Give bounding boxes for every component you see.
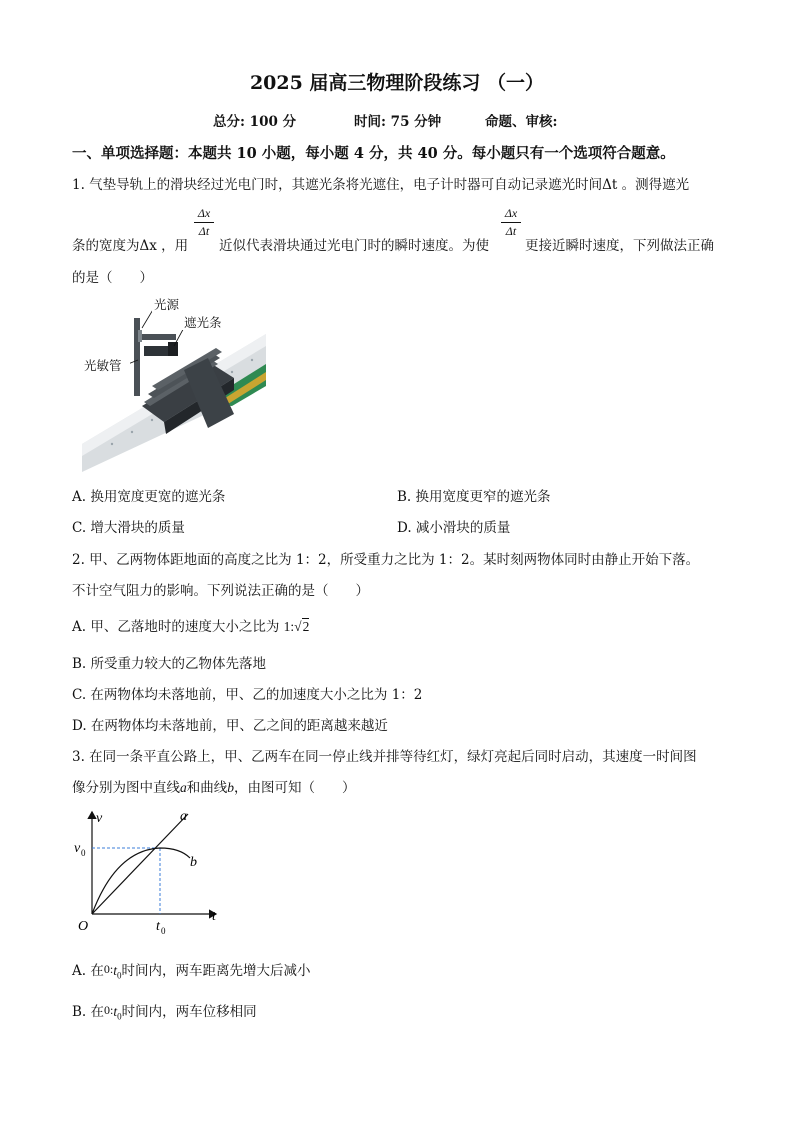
q3-option-a-prefix: A. 在 <box>72 963 104 979</box>
q3-option-a-range-sub: 0 <box>116 970 122 981</box>
label-sensor: 光敏管 <box>84 359 122 373</box>
q3-option-b[interactable] <box>72 1000 257 1022</box>
q3-option-a-range-end: t <box>113 963 117 978</box>
q2-option-a[interactable] <box>72 615 309 635</box>
q3-option-a-range-start: 0: <box>103 962 114 976</box>
t0-label: t <box>156 919 160 934</box>
q3-line2-part1: 像分别为图中直线 <box>72 780 180 796</box>
t0-subscript: 0 <box>161 926 166 934</box>
q2-option-a-text: A. 甲、乙落地时的速度大小之比为 <box>72 619 280 635</box>
q1-fraction-1 <box>194 206 214 239</box>
line-a-label: a <box>180 809 187 824</box>
q3-option-a[interactable] <box>72 959 310 981</box>
q1-option-a[interactable]: A. 换用宽度更宽的遮光条 <box>72 489 226 505</box>
q3-option-b-range-end: t <box>113 1004 118 1019</box>
frac-denominator: Δt <box>505 224 517 238</box>
label-light-source: 光源 <box>154 298 180 312</box>
v-axis-label: v <box>96 811 103 826</box>
q1-line2a: 条的宽度为Δx ，用 <box>72 238 189 254</box>
q1-option-c[interactable]: C. 增大滑块的质量 <box>72 520 185 536</box>
frac-bar <box>501 222 521 223</box>
q3-line2 <box>72 776 356 796</box>
q1-line2b: 近似代表滑块通过光电门时的瞬时速度。为使 <box>219 238 489 254</box>
frac-numerator: Δx <box>197 206 211 220</box>
q1-line3: 的是（ ） <box>72 270 153 286</box>
q1-line1: 1. 气垫导轨上的滑块经过光电门时，其遮光条将光遮住，电子计时器可自动记录遮光时间Δt 。测得遮光 <box>72 177 690 193</box>
q1-option-b[interactable]: B. 换用宽度更窄的遮光条 <box>397 489 551 505</box>
q2-option-d[interactable]: D. 在两物体均未落地前，甲、乙之间的距离越来越近 <box>72 718 388 734</box>
frac-bar <box>194 222 214 223</box>
t-axis-label: t <box>212 909 216 924</box>
velocity-time-graph <box>72 808 232 934</box>
v0-label: v <box>74 841 81 856</box>
label-shutter: 遮光条 <box>184 316 222 330</box>
curve-b <box>92 848 190 914</box>
q2-line2: 不计空气阻力的影响。下列说法正确的是（ ） <box>72 583 369 599</box>
q2-option-c[interactable]: C. 在两物体均未落地前，甲、乙的加速度大小之比为 1：2 <box>72 687 423 703</box>
exam-time: 时间: 75 分钟 <box>354 114 442 130</box>
q2-option-a-radicand: 2 <box>302 619 310 634</box>
q3-option-a-text: 时间内，两车距离先增大后减小 <box>121 963 311 979</box>
q1-line2c: 更接近瞬时速度，下列做法正确 <box>525 238 714 254</box>
v0-subscript: 0 <box>81 848 86 858</box>
q3-option-b-prefix: B. 在 <box>72 1004 105 1020</box>
q2-option-a-ratio: 1: <box>283 619 295 634</box>
frac-numerator: Δx <box>504 206 518 220</box>
total-score: 总分: 100 分 <box>213 114 297 130</box>
q3-line1: 3. 在同一条平直公路上，甲、乙两车在同一停止线并排等待红灯，绿灯亮起后同时启动，其速度一时间图 <box>72 749 697 765</box>
author-label: 命题、审核: <box>485 114 558 130</box>
page-title: 2025 届高三物理阶段练习 （一） <box>249 72 545 94</box>
line-a <box>92 814 188 914</box>
frac-denominator: Δt <box>198 224 210 238</box>
q2-line1: 2. 甲、乙两物体距地面的高度之比为 1：2，所受重力之比为 1：2。某时刻两物体同时由静止开始下落。 <box>72 552 700 568</box>
origin-label: O <box>78 919 89 934</box>
air-track-photo <box>82 294 266 472</box>
section-heading: 一、单项选择题：本题共 10 小题，每小题 4 分，共 40 分。每小题只有一个选项符合题意。 <box>72 145 675 162</box>
sqrt-icon: √ <box>294 619 302 634</box>
q3-option-b-range-start: 0: <box>104 1003 114 1017</box>
q1-fraction-2 <box>501 206 521 239</box>
q3-line-a-symbol: a <box>180 780 187 795</box>
q3-line2-part2: 和曲线 <box>186 780 228 796</box>
q3-curve-b-symbol: b <box>227 780 234 795</box>
q3-option-b-text: 时间内，两车位移相同 <box>121 1004 257 1020</box>
curve-b-label: b <box>190 855 197 870</box>
q3-line2-part3: ，由图可知（ ） <box>234 780 356 796</box>
q2-option-b[interactable]: B. 所受重力较大的乙物体先落地 <box>72 656 267 672</box>
q3-option-b-range-sub: 0 <box>117 1011 122 1022</box>
q1-option-d[interactable]: D. 减小滑块的质量 <box>397 520 511 536</box>
